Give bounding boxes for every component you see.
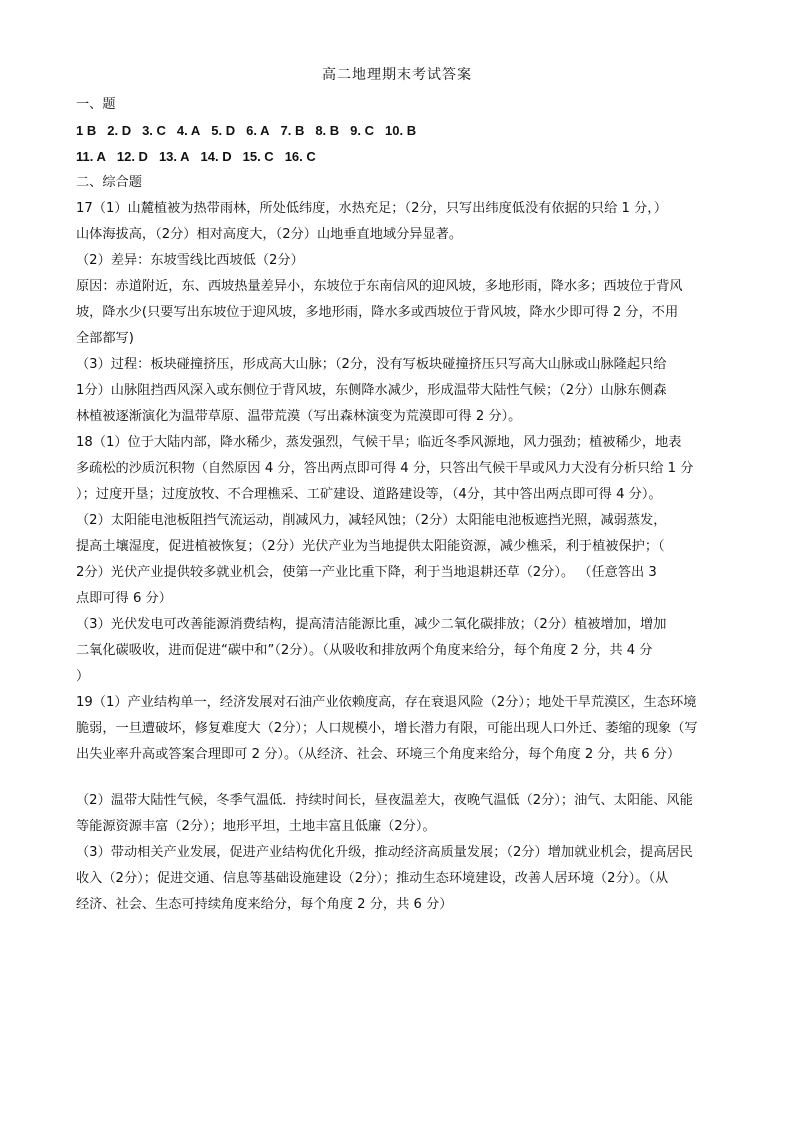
text-line: （2）差异：东坡雪线比西坡低（2分） [76, 253, 304, 268]
section1-heading: 一、题 [76, 97, 116, 112]
text-line: 脆弱，一旦遭破坏，修复难度大（2分）；人口规模小，增长潜力有限，可能出现人口外迁、萎缩的现象（写 [76, 721, 698, 736]
answer-item: 9. C [350, 123, 375, 138]
text-line: ） [76, 669, 90, 684]
text-line: 出失业率升高或答案合理即可 2 分）。（从经济、社会、环境三个角度来给分，每个角度 2 分，共 6 分） [76, 747, 681, 762]
answer-item: 16. C [284, 149, 316, 164]
text-line: 多疏松的沙质沉积物（自然原因 4 分，答出两点即可得 4 分，只答出气候干旱或风力大没有分析只给 1 分 [76, 461, 694, 476]
text-line: 等能源资源丰富（2分）；地形平坦，土地丰富且低廉（2分）。 [76, 819, 436, 834]
answer-item: 11. A [76, 149, 106, 164]
text-line: （3）过程：板块碰撞挤压，形成高大山脉；（2分，没有写板块碰撞挤压只写高大山脉或山脉隆起只给 [76, 357, 667, 372]
blank-line [76, 768, 726, 788]
answer-item: 15. C [242, 149, 274, 164]
answer-row-1 [76, 118, 726, 144]
answer-item: 5. D [211, 123, 236, 138]
text-line: 经济、社会、生态可持续角度来给分，每个角度 2 分，共 6 分） [76, 897, 453, 912]
text-line: 收入（2分）；促进交通、信息等基础设施建设（2分）；推动生态环境建设，改善人居环境（2分）。（从 [76, 871, 669, 886]
answer-item: 10. B [385, 123, 417, 138]
text-line: ）；过度开垦；过度放牧、不合理樵采、工矿建设、道路建设等，（4分，其中答出两点即可得 4 分）。 [76, 487, 662, 502]
text-line: 坡，降水少(只要写出东坡位于迎风坡，多地形雨，降水多或西坡位于背风坡，降水少即可得 2 分，不用 [76, 305, 679, 320]
answer-item: 13. A [158, 149, 190, 164]
answer-item: 7. B [280, 123, 305, 138]
text-line: 原因：赤道附近，东、西坡热量差异小，东坡位于东南信风的迎风坡，多地形雨，降水多；西坡位于背风 [76, 279, 683, 294]
answer-item: 12. D [116, 149, 148, 164]
text-line: 点即可得 6 分） [76, 591, 172, 606]
answer-content [76, 92, 726, 918]
text-line: 18（1）位于大陆内部，降水稀少，蒸发强烈，气候干旱；临近冬季风源地，风力强劲；植被稀少，地表 [76, 435, 682, 450]
answer-item: 8. B [315, 123, 340, 138]
document-title: 高二地理期末考试答案 [322, 67, 472, 83]
text-line: （2）太阳能电池板阻挡气流运动，削减风力，减轻风蚀；（2分）太阳能电池板遮挡光照，减弱蒸发， [76, 513, 667, 528]
text-line: （3）带动相关产业发展，促进产业结构优化升级，推动经济高质量发展；（2分）增加就业机会，提高居民 [76, 845, 693, 860]
text-line: 二氧化碳吸收，进而促进“碳中和”（2分）。（从吸收和排放两个角度来给分，每个角度 2 分，共 4 分 [76, 643, 653, 658]
text-line: （3）光伏发电可改善能源消费结构，提高清洁能源比重，减少二氧化碳排放；（2分）植被增加，增加 [76, 617, 667, 632]
text-line: 19（1）产业结构单一，经济发展对石油产业依赖度高，存在衰退风险（2分）；地处干旱荒漠区，生态环境 [76, 695, 697, 710]
answer-item: 6. A [246, 123, 270, 138]
answer-item: 1 B [76, 123, 97, 138]
answer-row-2 [76, 144, 726, 170]
text-line: 17（1）山麓植被为热带雨林，所处低纬度，水热充足；（2分，只写出纬度低没有依据的只给 1 分，） [76, 201, 668, 216]
text-line: 提高土壤湿度，促进植被恢复；（2分）光伏产业为当地提供太阳能资源，减少樵采，利于植被保护；（ [76, 539, 665, 554]
text-line: 林植被逐渐演化为温带草原、温带荒漠（写出森林演变为荒漠即可得 2 分）。 [76, 409, 522, 424]
answer-item: 14. D [200, 149, 232, 164]
answer-item: 3. C [142, 123, 166, 138]
answer-item: 4. A [176, 123, 201, 138]
section2-body [76, 196, 726, 918]
text-line: 2分）光伏产业提供较多就业机会，使第一产业比重下降，利于当地退耕还草（2分）。 （任意答出 3 [76, 565, 657, 580]
text-line: （2）温带大陆性气候，冬季气温低．持续时间长，昼夜温差大，夜晚气温低（2分）；油气、太阳能、风能 [76, 793, 693, 808]
section2-heading: 二、综合题 [76, 175, 142, 190]
text-line: 1分）山脉阻挡西风深入或东侧位于背风坡，东侧降水减少，形成温带大陆性气候；（2分）山脉东侧森 [76, 383, 667, 398]
answer-item: 2. D [107, 123, 132, 138]
text-line: 全部都写) [76, 331, 134, 346]
text-line: 山体海拔高，（2分）相对高度大，（2分）山地垂直地域分异显著。 [76, 227, 463, 242]
